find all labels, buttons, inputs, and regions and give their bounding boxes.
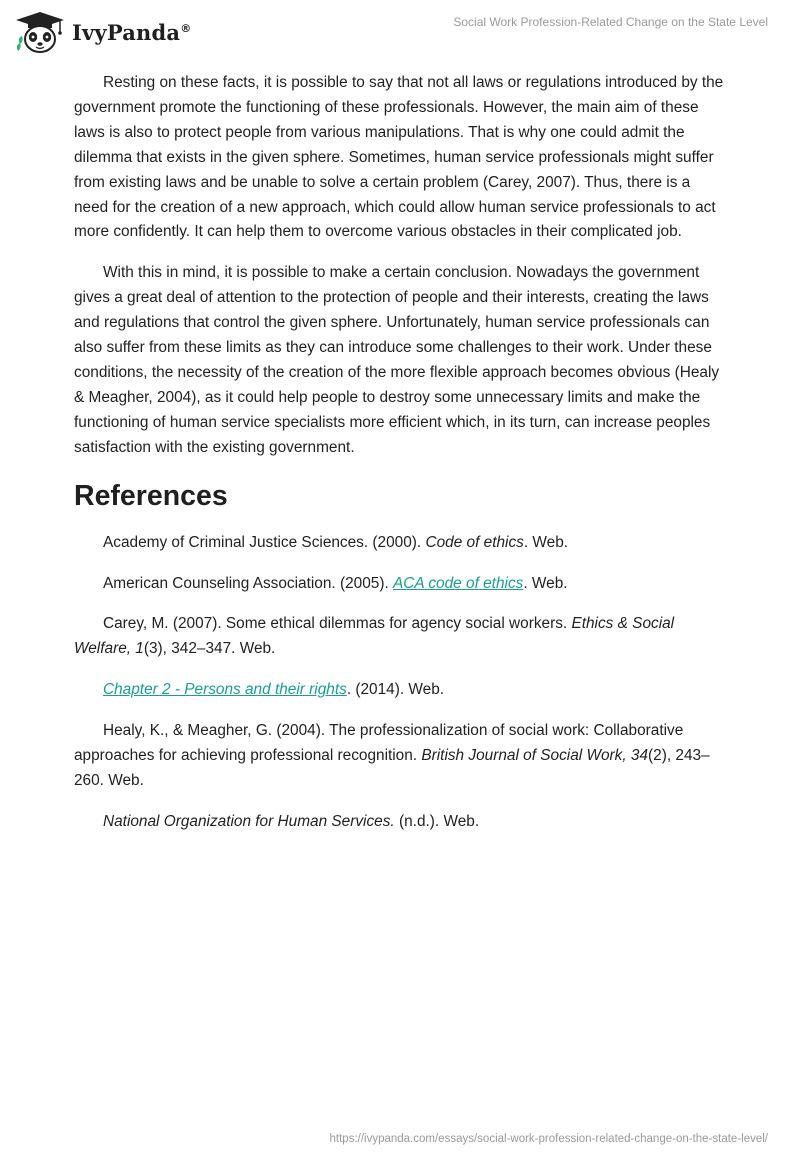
- reference-item: [74, 678, 726, 703]
- reference-suffix: . Web.: [523, 533, 569, 551]
- reference-authors: Academy of Criminal Justice Sciences. (2000).: [103, 533, 426, 551]
- page-url: https://ivypanda.com/essays/social-work-profession-related-change-on-the-state-level/: [329, 1133, 768, 1145]
- brand-name: IvyPanda®: [72, 19, 192, 45]
- reference-title: National Organization for Human Services.: [103, 812, 395, 830]
- reference-item: [74, 612, 726, 662]
- references-list: [74, 531, 726, 835]
- reference-item: [74, 719, 726, 794]
- reference-journal: Ethics & Social Welfare, 1: [74, 615, 675, 658]
- page-header: [0, 0, 800, 60]
- essay-content: [74, 71, 726, 851]
- reference-title: Code of ethics: [425, 533, 524, 551]
- reference-authors: Healy, K., & Meagher, G. (2004). The professionalization of social work: Collaborative approaches for achieving professional recognition.: [74, 722, 684, 765]
- reference-suffix: . Web.: [523, 574, 568, 592]
- ivypanda-logo[interactable]: [14, 8, 191, 56]
- reference-suffix: (3), 342–347. Web.: [143, 640, 276, 658]
- references-heading: References: [74, 479, 228, 512]
- reference-item: [74, 572, 726, 597]
- body-paragraph: Resting on these facts, it is possible to say that not all laws or regulations introduced by the government promote the functioning of these professionals. However, the main aim of these laws is also to protect people from various manipulations. That is why one could admit the dilemma that exists in the given sphere. Sometimes, human service professionals might suffer from existing laws and be unable to solve a certain problem (Carey, 2007). Thus, there is a need for the creation of a new approach, which could allow human service professionals to act more confidently. It can help them to overcome various obstacles in their complicated job.: [74, 74, 724, 241]
- document-title: Social Work Profession-Related Change on the State Level: [453, 15, 768, 29]
- reference-suffix: (n.d.). Web.: [394, 812, 480, 830]
- reference-item: [74, 810, 726, 835]
- reference-authors: American Counseling Association. (2005).: [103, 574, 394, 592]
- reference-item: [74, 531, 726, 556]
- reference-suffix: . (2014). Web.: [346, 681, 445, 699]
- panda-graduation-cap-icon: [14, 10, 66, 54]
- reference-authors: Carey, M. (2007). Some ethical dilemmas for agency social workers.: [103, 615, 572, 633]
- reference-link[interactable]: Chapter 2 - Persons and their rights: [103, 681, 347, 699]
- reference-link[interactable]: ACA code of ethics: [393, 574, 524, 592]
- reference-suffix: (2), 243–260. Web.: [74, 747, 710, 789]
- registered-mark: ®: [180, 21, 192, 35]
- reference-journal: British Journal of Social Work, 34: [421, 747, 649, 765]
- body-paragraph: With this in mind, it is possible to make a certain conclusion. Nowadays the government gives a great deal of attention to the protection of people and their interests, creating the laws and regulations that control the given sphere. Unfortunately, human service professionals can also suffer from these limits as they can introduce some challenges to their work. Under these conditions, the necessity of the creation of the more flexible approach becomes obvious (Healy & Meagher, 2004), as it could help people to destroy some unnecessary limits and make the functioning of human service specialists more efficient which, in its turn, can increase peoples satisfaction with the existing government.: [74, 264, 720, 456]
